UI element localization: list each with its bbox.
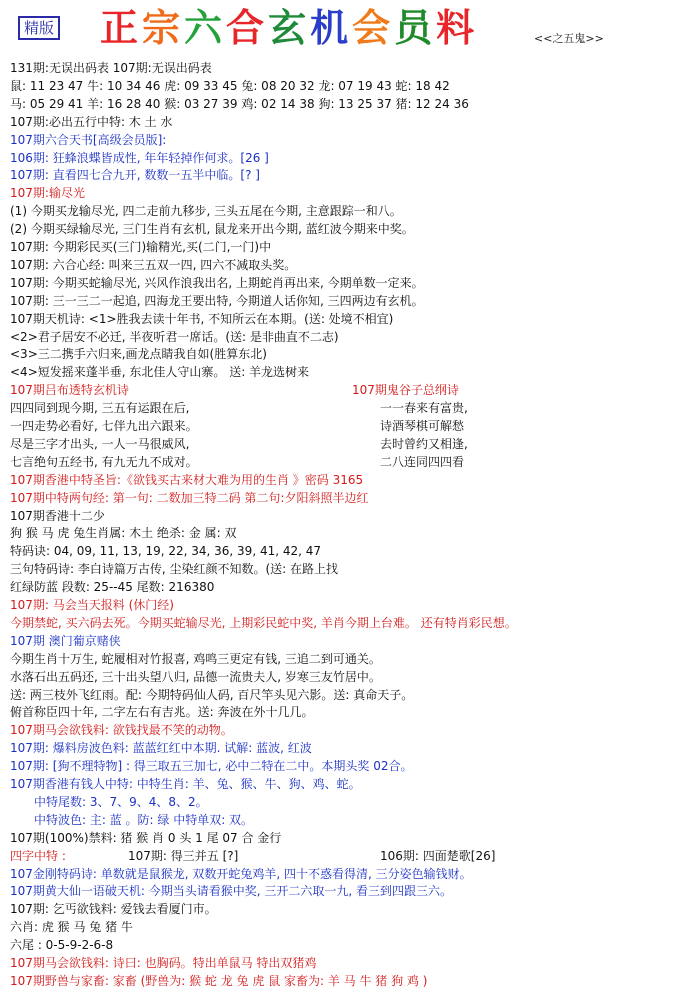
title-char: 宗: [142, 5, 183, 50]
page-title: [100, 4, 478, 52]
text-line: (2) 今期买绿输尽光, 三门生肖有玄机, 鼠龙来开出今期, 蓝红波今期来中奖。: [10, 222, 414, 237]
text-line: 狗 猴 马 虎 兔生肖属: 木土 绝杀: 金 属: 双: [10, 526, 237, 541]
text-line: 107期: 今期买蛇输尽光, 兴风作浪我出名, 上期蛇肖再出来, 今期单数一定来。: [10, 275, 424, 290]
text-line: 107期: 直看四七合九开, 数数一五半中临。[? ]: [10, 168, 260, 183]
poem-right-line: 诗酒琴棋可解愁: [380, 419, 465, 433]
indented-line: 中特波色: 主: 蓝 。防: 绿 中特单双: 双。: [34, 812, 254, 827]
split-line-a: 四字中特 :: [10, 848, 66, 863]
text-line: 107期马会欲钱料: 诗曰: 也胸码。特出单鼠马 特出双猪鸡: [10, 956, 317, 970]
title-char: 机: [310, 5, 351, 50]
title-char: 员: [394, 5, 435, 50]
text-line: 俯首称臣四十年, 二字左右有吉兆。送: 奔波在外十几几。: [10, 705, 314, 720]
text-line: 107期: 乞丐欲钱料: 爱钱去看厦门市。: [10, 902, 217, 917]
title-char: 合: [226, 5, 267, 50]
text-line: 107期: 今期彩民买(三门)输精光,买(二门,一门)中: [10, 240, 272, 254]
split-line-c: 106期: 四面楚歌[26]: [380, 848, 496, 863]
title-char: 玄: [268, 5, 309, 50]
text-line: <4>短发摇来蓬半垂, 东北佳人守山寨。 送: 羊龙选树来: [10, 365, 310, 380]
text-line: 131期:无误出码表 107期:无误出码表: [10, 61, 212, 75]
text-line: 107期野兽与家畜: 家畜 (野兽为: 猴 蛇 龙 兔 虎 鼠 家畜为: 羊 马 牛 猪 狗 鸡 ): [10, 973, 428, 988]
text-line: <2>君子居安不必迁, 半夜听君一席话。(送: 是非曲直不二志): [10, 329, 339, 344]
text-line: <3>三二携手六归来,画龙点睛我自如(胜算东北): [10, 347, 267, 362]
text-line: 107期马会欲钱料: 欲钱找最不笑的动物。: [10, 723, 233, 738]
text-line: 六肖: 虎 猴 马 兔 猪 牛: [10, 920, 133, 935]
text-line: 107期香港中特圣旨:《欲钱买古来材大难为用的生肖 》密码 3165: [10, 472, 364, 487]
text-line: 107期中特两句经: 第一句: 二数加三特二码 第二句:夕阳斜照半边红: [10, 490, 369, 505]
text-line: 三句特码诗: 李白诗篇万古传, 尘染红颜不知数。(送: 在路上找: [10, 562, 339, 577]
poem-left-line: 一四走势必看好, 七伴九出六跟来。: [10, 419, 198, 433]
text-line: (1) 今期买龙输尽光, 四二走前九移步, 三头五尾在今期, 主意跟踪一和八。: [10, 204, 402, 219]
text-line: 107期: [狗不理特物] : 得三取五三加七, 必中二特在二中。本期头奖 02合。: [10, 759, 413, 774]
text-line: 今期生肖十万生, 蛇履相对竹报喜, 鸡鸣三更定有钱, 三追二到可通关。: [10, 651, 381, 666]
title-char: 料: [436, 5, 477, 50]
title-char: 六: [184, 5, 225, 50]
text-line: 107期: 爆料房波色料: 蓝蓝红红中本期. 试解: 蓝波, 红波: [10, 741, 312, 756]
text-line: 107期: 六合心经: 叫来三五双一四, 四六不减取头奖。: [10, 257, 297, 272]
text-line: 特码诀: 04, 09, 11, 13, 19, 22, 34, 36, 39, 41, 42, 47: [10, 544, 322, 559]
poem-left-line: 尽是三字才出头, 一人一马很威风,: [10, 436, 190, 451]
text-line: 107期(100%)禁料: 猪 猴 肖 0 头 1 尾 07 合 金行: [10, 830, 282, 845]
text-line: 107金刚特码诗: 单数就是鼠猴龙, 双数开蛇兔鸡羊, 四十不惑看得清, 三分姿色输钱财。: [10, 866, 472, 881]
text-line: 107期:输尽光: [10, 186, 85, 201]
poem-left-line: 四四同到现今期, 三五有运跟在后,: [10, 401, 190, 416]
text-line: 今期禁蛇, 买六码去死。今期买蛇输尽光, 上期彩民蛇中奖, 羊肖今期上台难。 还有特肖彩民想。: [10, 615, 517, 630]
text-line: 六尾 : 0-5-9-2-6-8: [10, 938, 114, 953]
poem-left-line: 七言绝句五经书, 有九无九不成对。: [10, 454, 198, 469]
poem-right-title: 107期鬼谷子总纲诗: [352, 383, 459, 398]
edition-badge: 精版: [18, 16, 60, 40]
text-line: 107期香港有钱人中特: 中特生肖: 羊、兔、猴、牛、狗、鸡、蛇。: [10, 777, 361, 791]
text-line: 106期: 狂蜂浪蝶皆成性, 年年轻掉作何求。[26 ]: [10, 150, 269, 165]
text-line: 107期:必出五行中特: 木 土 水: [10, 114, 173, 129]
text-line: 水落石出五码还, 三十出头望八归, 品德一流贵夫人, 岁寒三友竹居中。: [10, 669, 381, 684]
poem-left-title: 107期吕布透特玄机诗: [10, 383, 129, 398]
title-char: 正: [100, 5, 141, 50]
text-line: 107期: 马会当天报料 (休门经): [10, 598, 174, 612]
text-line: 107期六合天书[高级会员版]:: [10, 132, 167, 147]
text-line: 107期黄大仙一语破天机: 今期当头请看猴中奖, 三开二六取一九, 看三到四跟三六。: [10, 884, 453, 899]
poem-right-line: 二八连同四四看: [380, 454, 465, 469]
title-char: 会: [352, 5, 393, 50]
header: [0, 0, 679, 58]
text-line: 鼠: 11 23 47 牛: 10 34 46 虎: 09 33 45 兔: 08 20 32 龙: 07 19 43 蛇: 18 42: [10, 78, 450, 93]
poem-right-line: 去时曾约又相逢,: [380, 436, 468, 451]
text-line: 107期 澳门葡京赌侠: [10, 633, 121, 648]
poem-right-line: 一一春来有富贵,: [380, 401, 468, 416]
author-signature: <<之五鬼>>: [534, 32, 604, 45]
text-line: 107期香港十二少: [10, 508, 105, 523]
text-line: 红绿防蓝 段数: 25--45 尾数: 216380: [10, 580, 215, 595]
text-line: 107期: 三一三二一起追, 四海龙王要出特, 今期道人话你知, 三四两边有玄机。: [10, 293, 424, 308]
text-line: 107期天机诗: <1>胜我去读十年书, 不知所云在本期。(送: 处境不相宜): [10, 311, 394, 326]
text-line: 送: 两三枝外飞红雨。配: 今期特码仙人码, 百尺竿头见六影。送: 真命天子。: [10, 687, 414, 702]
indented-line: 中特尾数: 3、7、9、4、8、2。: [34, 794, 208, 809]
split-line-b: 107期: 得三并五 [?]: [128, 848, 239, 863]
text-line: 马: 05 29 41 羊: 16 28 40 猴: 03 27 39 鸡: 02 14 38 狗: 13 25 37 猪: 12 24 36: [10, 96, 469, 111]
